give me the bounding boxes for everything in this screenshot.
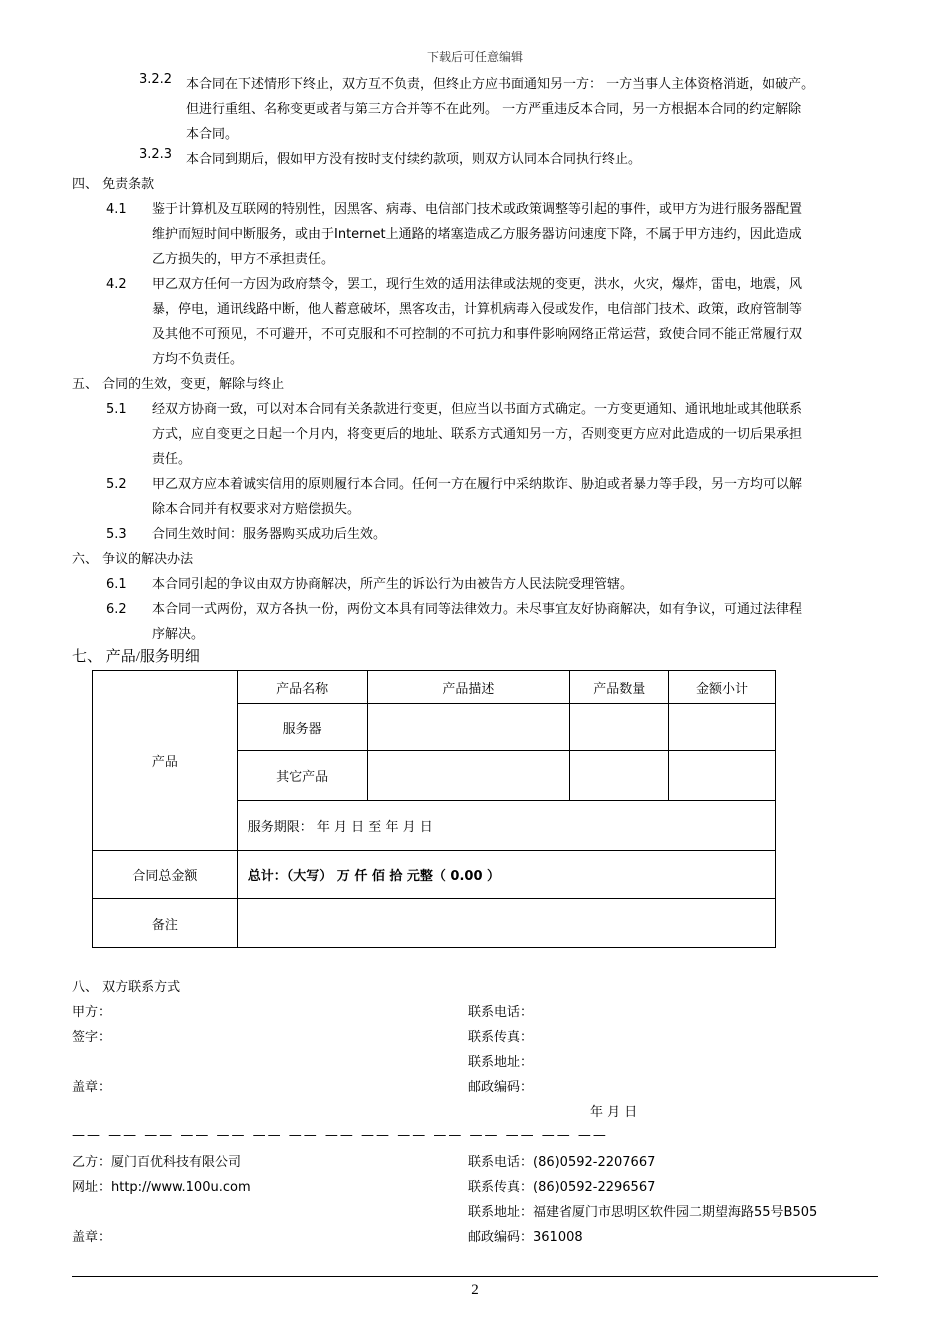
clause-number: 6.2 [106, 602, 127, 617]
product-name-cell: 服务器 [237, 704, 367, 751]
clause-line: 本合同引起的争议由双方协商解决，所产生的诉讼行为由被告方人民法院受理管辖。 [152, 577, 634, 592]
party-b-site: 网址：http://www.100u.com [72, 1180, 251, 1195]
product-qty-cell [570, 751, 669, 801]
clause-line: 责任。 [152, 452, 192, 467]
clause-line: 合同生效时间：服务器购买成功后生效。 [152, 527, 387, 542]
clause-line: 本合同到期后，假如甲方没有按时支付续约款项，则双方认同本合同执行终止。 [186, 152, 642, 167]
clause-line: 但进行重组、名称变更或者与第三方合并等不在此列。 一方严重违反本合同，另一方根据本合同的约定解除 [186, 102, 802, 117]
party-a-postcode: 邮政编码： [468, 1080, 534, 1095]
product-amount-cell [669, 704, 776, 751]
clause-line: 及其他不可预见，不可避开，不可克服和不可控制的不可抗力和事件影响网络正常运营，致使合同不能正常履行双 [152, 327, 803, 342]
footer-rule [72, 1276, 878, 1277]
party-b-phone: 联系电话：(86)0592-2207667 [468, 1155, 656, 1170]
party-b-name: 乙方：厦门百优科技有限公司 [72, 1155, 242, 1170]
product-name-cell: 其它产品 [237, 751, 367, 801]
product-qty-cell [570, 704, 669, 751]
clause-number: 3.2.2 [139, 72, 173, 87]
party-a-sign: 签字： [72, 1030, 112, 1045]
clause-number: 3.2.3 [139, 147, 173, 162]
product-table [92, 670, 776, 948]
clause-number: 5.1 [106, 402, 127, 417]
party-a-address: 联系地址： [468, 1055, 534, 1070]
total-label-cell: 合同总金额 [93, 851, 238, 899]
clause-line: 鉴于计算机及互联网的特别性，因黑客、病毒、电信部门技术或政策调整等引起的事件，或甲方为进行服务器配置 [152, 202, 803, 217]
party-b-fax: 联系传真：(86)0592-2296567 [468, 1180, 656, 1195]
clause-number: 4.1 [106, 202, 127, 217]
remark-label-cell: 备注 [93, 899, 238, 948]
party-a-seal: 盖章： [72, 1080, 112, 1095]
product-desc-cell [367, 704, 570, 751]
clause-line: 甲乙双方任何一方因为政府禁令，罢工，现行生效的适用法律或法规的变更，洪水，火灾，爆炸，雷电，地震，风 [152, 277, 803, 292]
clause-line: 经双方协商一致，可以对本合同有关条款进行变更，但应当以书面方式确定。一方变更通知、通讯地址或其他联系 [152, 402, 803, 417]
section-title: 六、 争议的解决办法 [72, 552, 194, 567]
clause-line: 维护而短时间中断服务，或由于Internet上通路的堵塞造成乙方服务器访问速度下降，不属于甲方违约，因此造成 [152, 227, 802, 242]
clause-line: 方均不负责任。 [152, 352, 244, 367]
section-title: 七、 产品/服务明细 [72, 649, 200, 665]
clause-line: 本合同。 [186, 127, 239, 142]
table-header: 金额小计 [669, 671, 776, 704]
clause-line: 序解决。 [152, 627, 205, 642]
page-number: 2 [471, 1282, 479, 1298]
table-header: 产品描述 [367, 671, 570, 704]
clause-number: 4.2 [106, 277, 127, 292]
party-b-postcode: 邮政编码：361008 [468, 1230, 583, 1245]
clause-line: 甲乙双方应本着诚实信用的原则履行本合同。任何一方在履行中采纳欺诈、胁迫或者暴力等手段，另一方均可以解 [152, 477, 803, 492]
section-title: 五、 合同的生效，变更，解除与终止 [72, 377, 285, 392]
table-header: 产品数量 [570, 671, 669, 704]
table-header: 产品名称 [237, 671, 367, 704]
section-title: 四、 免责条款 [72, 177, 155, 192]
page-header: 下载后可任意编辑 [426, 50, 523, 64]
remark-cell [237, 899, 775, 948]
total-amount-cell: 总计：（大写） 万 仟 佰 拾 元整（ 0.00 ） [237, 851, 775, 899]
party-b-address: 联系地址：福建省厦门市思明区软件园二期望海路55号B505 [468, 1205, 818, 1220]
clause-number: 6.1 [106, 577, 127, 592]
service-period-cell: 服务期限： 年 月 日 至 年 月 日 [237, 801, 775, 851]
party-a-name: 甲方： [72, 1005, 112, 1020]
clause-line: 除本合同并有权要求对方赔偿损失。 [152, 502, 361, 517]
clause-line: 方式，应自变更之日起一个月内，将变更后的地址、联系方式通知另一方，否则变更方应对此造成的一切后果承担 [152, 427, 803, 442]
separator-line: —— —— —— —— —— —— —— —— —— —— —— —— —— —— —— [72, 1128, 608, 1143]
party-a-fax: 联系传真： [468, 1030, 534, 1045]
product-desc-cell [367, 751, 570, 801]
clause-number: 5.3 [106, 527, 127, 542]
clause-number: 5.2 [106, 477, 127, 492]
clause-line: 乙方损失的，甲方不承担责任。 [152, 252, 335, 267]
section-title: 八、 双方联系方式 [72, 980, 181, 995]
party-b-seal: 盖章： [72, 1230, 112, 1245]
clause-line: 暴，停电，通讯线路中断，他人蓄意破坏，黑客攻击，计算机病毒入侵或发作，电信部门技术、政策，政府管制等 [152, 302, 803, 317]
clause-line: 本合同一式两份，双方各执一份，两份文本具有同等法律效力。未尽事宜友好协商解决，如有争议，可通过法律程 [152, 602, 803, 617]
clause-line: 本合同在下述情形下终止，双方互不负责，但终止方应书面通知另一方： 一方当事人主体资格消逝，如破产。 [186, 77, 815, 92]
product-label-cell: 产品 [93, 671, 238, 851]
party-a-phone: 联系电话： [468, 1005, 534, 1020]
sign-date: 年 月 日 [590, 1105, 638, 1120]
product-amount-cell [669, 751, 776, 801]
